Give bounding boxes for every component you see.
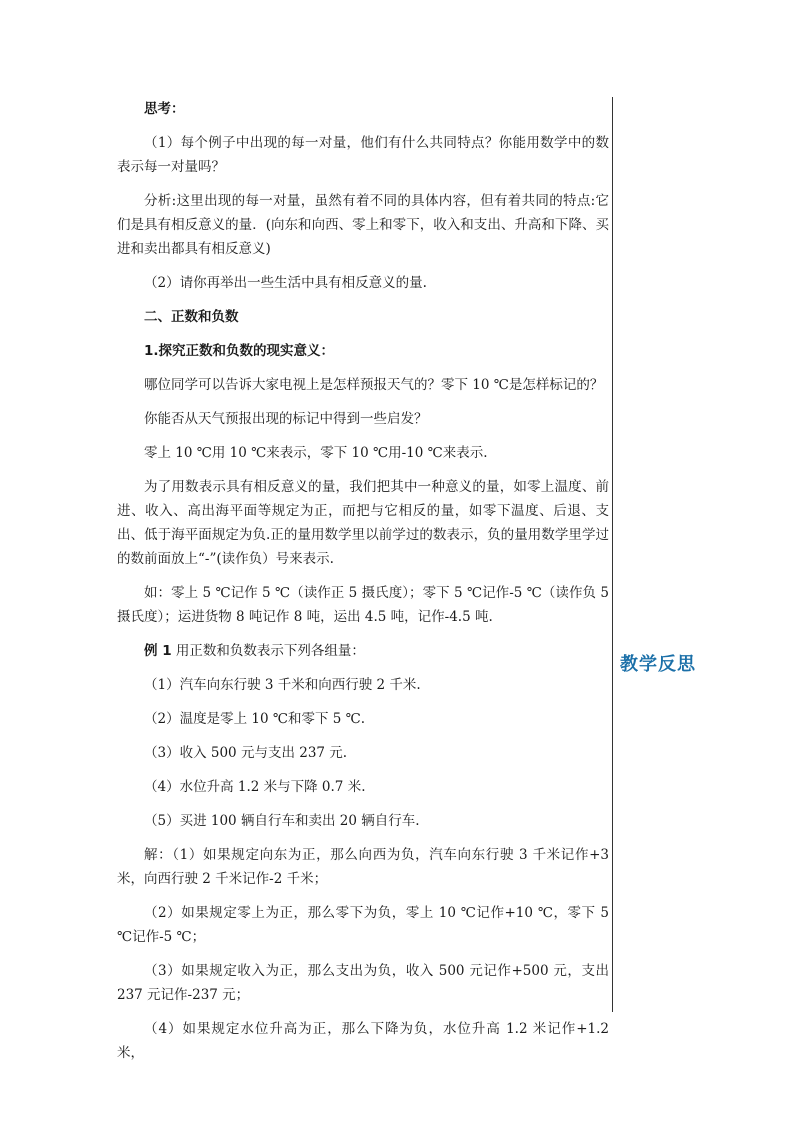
example-item: （5）买进 100 辆自行车和卖出 20 辆自行车. bbox=[144, 813, 420, 829]
example-item: （2）温度是零上 10 ℃和零下 5 ℃. bbox=[144, 711, 366, 727]
example-1-label: 例 1 bbox=[144, 643, 172, 659]
solution-paragraph: （3）如果规定收入为正，那么支出为负，收入 500 元记作+500 元，支出 237 元记作-237 元； bbox=[117, 963, 609, 1003]
section-heading-2: 二、正数和负数 bbox=[144, 309, 239, 325]
lesson-content bbox=[117, 97, 609, 1075]
example-item: （3）收入 500 元与支出 237 元. bbox=[144, 745, 348, 761]
inspiration-question: 你能否从天气预报出现的标记中得到一些启发？ bbox=[144, 411, 428, 427]
example-item: （4）水位升高 1.2 米与下降 0.7 米. bbox=[144, 779, 366, 795]
think-heading: 思考： bbox=[144, 101, 185, 117]
example-paragraph: 如：零上 5 ℃记作 5 ℃（读作正 5 摄氏度）；零下 5 ℃记作-5 ℃（读作负 5 摄氏度）；运进货物 8 吨记作 8 吨，运出 4.5 吨，记作-4.5 吨. bbox=[117, 585, 609, 625]
example-1-heading bbox=[117, 639, 609, 663]
subsection-heading-1: 1.探究正数和负数的现实意义： bbox=[144, 343, 335, 359]
solution-paragraph: （2）如果规定零上为正，那么零下为负，零上 10 ℃记作+10 ℃，零下 5 ℃记作-5 ℃； bbox=[117, 905, 609, 945]
question-1: （1）每个例子中出现的每一对量，他们有什么共同特点？你能用数学中的数表示每一对量吗？ bbox=[117, 135, 609, 175]
question-2: （2）请你再举出一些生活中具有相反意义的量. bbox=[144, 275, 427, 291]
temperature-answer: 零上 10 ℃用 10 ℃来表示，零下 10 ℃用-10 ℃来表示. bbox=[144, 445, 488, 461]
teaching-reflection-title: 教学反思 bbox=[620, 654, 696, 675]
solution-paragraph: （4）如果规定水位升高为正，那么下降为负，水位升高 1.2 米记作+1.2 米， bbox=[117, 1021, 609, 1061]
definition-paragraph: 为了用数表示具有相反意义的量，我们把其中一种意义的量，如零上温度、前进、收入、高出海平面等规定为正，而把与它相反的量，如零下温度、后退、支出、低于海平面规定为负.正的量用数学里以前学过的数表示，负的量用数学里学过的数前面放上“-”(读作负）号来表示. bbox=[117, 479, 609, 567]
example-item: （1）汽车向东行驶 3 千米和向西行驶 2 千米. bbox=[144, 677, 421, 693]
column-divider bbox=[612, 97, 613, 1012]
example-1-text: 用正数和负数表示下列各组量： bbox=[171, 643, 365, 659]
solution-paragraph: 解：（1）如果规定向东为正，那么向西为负，汽车向东行驶 3 千米记作+3 米，向西行驶 2 千米记作-2 千米； bbox=[117, 847, 609, 887]
weather-question: 哪位同学可以告诉大家电视上是怎样预报天气的？零下 10 ℃是怎样标记的？ bbox=[144, 377, 604, 393]
analysis-paragraph: 分析:这里出现的每一对量，虽然有着不同的具体内容，但有着共同的特点:它们是具有相反意义的量．(向东和向西、零上和零下，收入和支出、升高和下降、买进和卖出都具有相反意义) bbox=[117, 193, 609, 257]
